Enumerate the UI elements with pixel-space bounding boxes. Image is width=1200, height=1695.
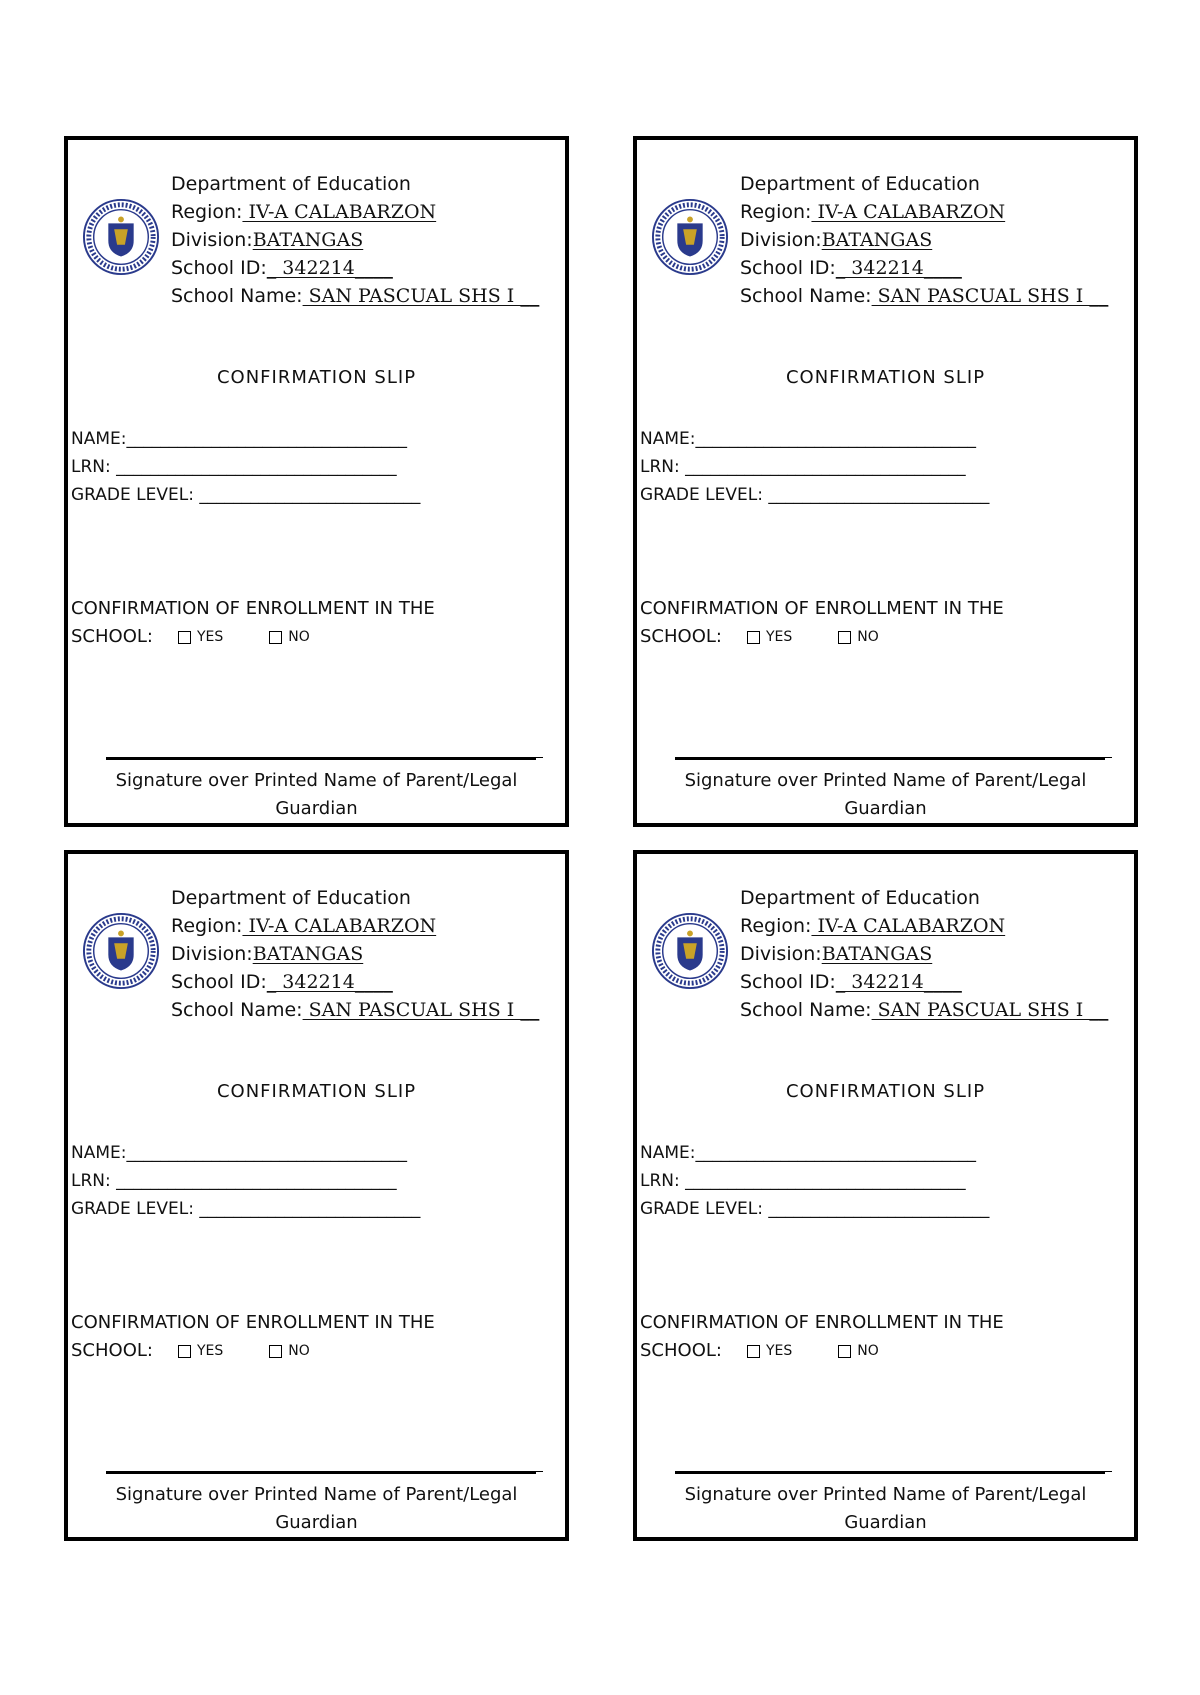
signature-caption-line-1: Signature over Printed Name of Parent/Legal [115, 1484, 518, 1505]
slip-title: CONFIRMATION SLIP [216, 367, 417, 388]
school-name-value: SAN PASCUAL SHS I __ [302, 999, 540, 1021]
grade-level-field[interactable]: GRADE LEVEL: __________________________ [640, 1199, 990, 1219]
name-field[interactable]: NAME:_________________________________ [640, 429, 976, 449]
no-label: NO [857, 629, 879, 645]
signature-caption-line-2: Guardian [844, 798, 927, 819]
deped-seal-icon [651, 198, 729, 276]
school-name-label: School Name: [740, 999, 872, 1021]
deped-seal-icon [651, 912, 729, 990]
confirmation-question: CONFIRMATION OF ENROLLMENT IN THE [640, 1312, 1004, 1333]
division-label: Division: [171, 229, 253, 251]
confirmation-slip [64, 850, 569, 1541]
student-fields [640, 1139, 989, 1223]
signature-caption-line-2: Guardian [275, 1512, 358, 1533]
department-name: Department of Education [171, 173, 411, 195]
department-name: Department of Education [171, 887, 411, 909]
school-id-value: _ 342214____ [266, 257, 393, 279]
grade-level-field[interactable]: GRADE LEVEL: __________________________ [640, 485, 990, 505]
school-label: SCHOOL: [71, 626, 153, 647]
slip-title: CONFIRMATION SLIP [785, 1081, 986, 1102]
signature-caption-line-1: Signature over Printed Name of Parent/Legal [684, 770, 1087, 791]
yes-checkbox[interactable] [747, 631, 760, 644]
school-header [171, 170, 539, 310]
signature-caption-line-1: Signature over Printed Name of Parent/Legal [115, 770, 518, 791]
region-label: Region: [740, 915, 812, 937]
region-value: IV-A CALABARZON [242, 915, 437, 937]
school-id-label: School ID: [740, 257, 836, 279]
division-value: BATANGAS [821, 943, 933, 965]
school-id-value: _ 342214____ [266, 971, 393, 993]
school-label: SCHOOL: [640, 1340, 722, 1361]
school-name-label: School Name: [171, 285, 303, 307]
signature-caption-line-2: Guardian [275, 798, 358, 819]
school-id-value: _ 342214____ [835, 257, 962, 279]
grade-level-field[interactable]: GRADE LEVEL: __________________________ [71, 1199, 421, 1219]
no-checkbox[interactable] [269, 631, 282, 644]
division-value: BATANGAS [821, 229, 933, 251]
confirmation-slip [633, 850, 1138, 1541]
student-fields [71, 425, 420, 509]
signature-caption [637, 767, 1134, 823]
yes-label: YES [765, 1343, 793, 1359]
school-header [740, 884, 1108, 1024]
region-label: Region: [171, 915, 243, 937]
name-field[interactable]: NAME:_________________________________ [640, 1143, 976, 1163]
region-value: IV-A CALABARZON [811, 201, 1006, 223]
deped-seal-icon [82, 912, 160, 990]
signature-caption-line-1: Signature over Printed Name of Parent/Legal [684, 1484, 1087, 1505]
division-value: BATANGAS [252, 943, 364, 965]
confirmation-question: CONFIRMATION OF ENROLLMENT IN THE [71, 1312, 435, 1333]
school-name-value: SAN PASCUAL SHS I __ [871, 999, 1109, 1021]
confirmation-question: CONFIRMATION OF ENROLLMENT IN THE [640, 598, 1004, 619]
yes-label: YES [196, 629, 224, 645]
school-label: SCHOOL: [640, 626, 722, 647]
no-label: NO [288, 629, 310, 645]
department-name: Department of Education [740, 173, 980, 195]
school-id-label: School ID: [171, 971, 267, 993]
division-label: Division: [740, 943, 822, 965]
region-label: Region: [171, 201, 243, 223]
department-name: Department of Education [740, 887, 980, 909]
signature-caption [637, 1481, 1134, 1537]
signature-caption [68, 767, 565, 823]
school-name-value: SAN PASCUAL SHS I __ [302, 285, 540, 307]
signature-line[interactable] [675, 1471, 1105, 1474]
no-label: NO [288, 1343, 310, 1359]
region-label: Region: [740, 201, 812, 223]
school-id-value: _ 342214____ [835, 971, 962, 993]
division-label: Division: [171, 943, 253, 965]
division-value: BATANGAS [252, 229, 364, 251]
no-checkbox[interactable] [838, 1345, 851, 1358]
school-label: SCHOOL: [71, 1340, 153, 1361]
lrn-field[interactable]: LRN: _________________________________ [640, 457, 966, 477]
slip-title: CONFIRMATION SLIP [785, 367, 986, 388]
student-fields [640, 425, 989, 509]
student-fields [71, 1139, 420, 1223]
lrn-field[interactable]: LRN: _________________________________ [640, 1171, 966, 1191]
school-header [171, 884, 539, 1024]
signature-line[interactable] [106, 757, 536, 760]
name-field[interactable]: NAME:_________________________________ [71, 429, 407, 449]
yes-checkbox[interactable] [178, 1345, 191, 1358]
signature-caption [68, 1481, 565, 1537]
confirmation-slip [633, 136, 1138, 827]
signature-line[interactable] [675, 757, 1105, 760]
school-name-label: School Name: [740, 285, 872, 307]
yes-checkbox[interactable] [747, 1345, 760, 1358]
lrn-field[interactable]: LRN: _________________________________ [71, 457, 397, 477]
school-name-label: School Name: [171, 999, 303, 1021]
signature-line[interactable] [106, 1471, 536, 1474]
name-field[interactable]: NAME:_________________________________ [71, 1143, 407, 1163]
region-value: IV-A CALABARZON [811, 915, 1006, 937]
slip-title: CONFIRMATION SLIP [216, 1081, 417, 1102]
enrollment-confirmation [71, 1309, 435, 1365]
school-id-label: School ID: [171, 257, 267, 279]
yes-checkbox[interactable] [178, 631, 191, 644]
school-id-label: School ID: [740, 971, 836, 993]
enrollment-confirmation [640, 595, 1004, 651]
confirmation-question: CONFIRMATION OF ENROLLMENT IN THE [71, 598, 435, 619]
region-value: IV-A CALABARZON [242, 201, 437, 223]
yes-label: YES [196, 1343, 224, 1359]
lrn-field[interactable]: LRN: _________________________________ [71, 1171, 397, 1191]
signature-caption-line-2: Guardian [844, 1512, 927, 1533]
deped-seal-icon [82, 198, 160, 276]
no-checkbox[interactable] [269, 1345, 282, 1358]
school-header [740, 170, 1108, 310]
enrollment-confirmation [71, 595, 435, 651]
school-name-value: SAN PASCUAL SHS I __ [871, 285, 1109, 307]
confirmation-slip [64, 136, 569, 827]
yes-label: YES [765, 629, 793, 645]
no-label: NO [857, 1343, 879, 1359]
division-label: Division: [740, 229, 822, 251]
grade-level-field[interactable]: GRADE LEVEL: __________________________ [71, 485, 421, 505]
enrollment-confirmation [640, 1309, 1004, 1365]
no-checkbox[interactable] [838, 631, 851, 644]
